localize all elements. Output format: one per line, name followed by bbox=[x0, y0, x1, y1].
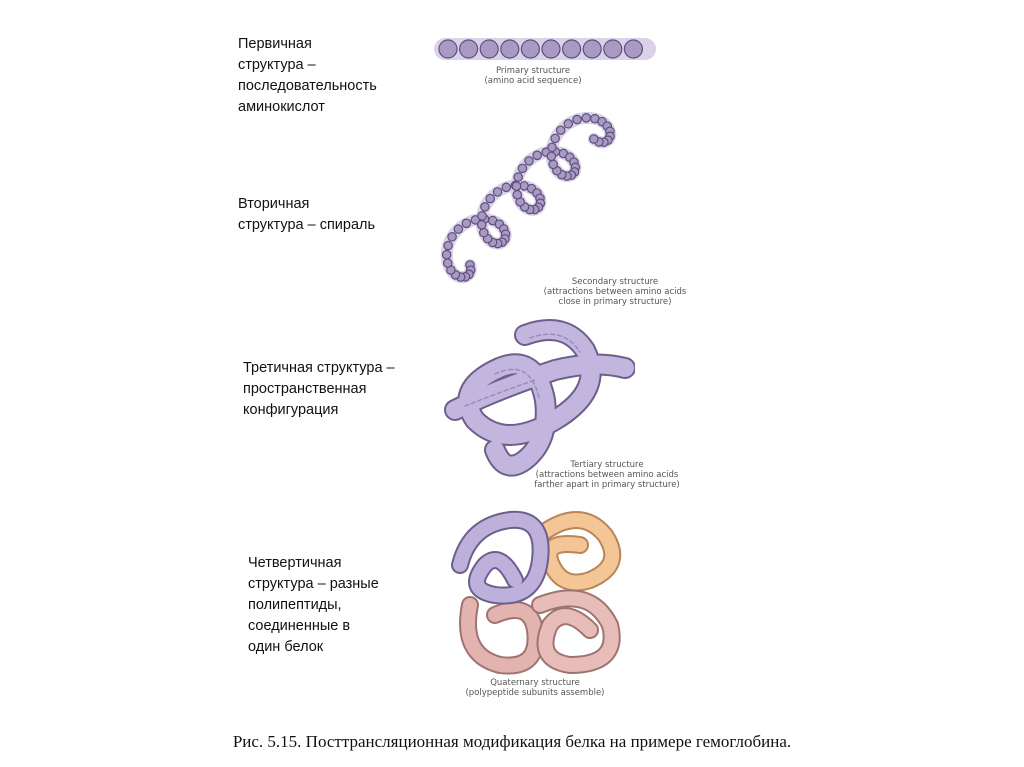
amino-acid-bead bbox=[462, 219, 470, 227]
amino-acid-bead bbox=[547, 152, 555, 160]
amino-acid-bead bbox=[501, 40, 519, 58]
amino-acid-bead bbox=[582, 114, 590, 122]
amino-acid-bead bbox=[518, 164, 526, 172]
secondary-structure-illustration bbox=[430, 100, 650, 295]
amino-acid-bead bbox=[514, 173, 522, 181]
amino-acid-bead bbox=[444, 241, 452, 249]
amino-acid-bead bbox=[604, 40, 622, 58]
amino-acid-bead bbox=[533, 151, 541, 159]
amino-acid-bead bbox=[480, 40, 498, 58]
primary-structure-label: Первичная структура – последовательность аминокислот bbox=[238, 36, 377, 115]
amino-acid-bead bbox=[557, 126, 565, 134]
amino-acid-bead bbox=[542, 40, 560, 58]
quaternary-structure-label: Четвертичная структура – разные полипептиды, соединенные в один белок bbox=[248, 555, 379, 655]
amino-acid-bead bbox=[478, 212, 486, 220]
amino-acid-bead bbox=[551, 134, 559, 142]
amino-acid-bead bbox=[513, 191, 521, 199]
amino-acid-bead bbox=[486, 194, 494, 202]
tertiary-structure-label: Третичная структура – пространственная конфигурация bbox=[243, 360, 395, 418]
amino-acid-bead bbox=[442, 250, 450, 258]
quaternary-structure-caption: Quaternary structure (polypeptide subunits assemble) bbox=[465, 678, 605, 698]
amino-acid-bead bbox=[624, 40, 642, 58]
secondary-structure-caption: Secondary structure (attractions between amino acids close in primary structure) bbox=[543, 277, 687, 307]
tertiary-structure-caption: Tertiary structure (attractions between amino acids farther apart in primary structure) bbox=[534, 460, 680, 490]
amino-acid-bead bbox=[439, 40, 457, 58]
primary-structure-illustration bbox=[430, 32, 660, 66]
amino-acid-bead bbox=[512, 182, 520, 190]
amino-acid-bead bbox=[564, 120, 572, 128]
amino-acid-bead bbox=[590, 135, 598, 143]
amino-acid-bead bbox=[525, 157, 533, 165]
amino-acid-bead bbox=[548, 143, 556, 151]
amino-acid-bead bbox=[480, 228, 488, 236]
amino-acid-bead bbox=[583, 40, 601, 58]
amino-acid-bead bbox=[448, 233, 456, 241]
amino-acid-bead bbox=[481, 203, 489, 211]
amino-acid-bead bbox=[573, 115, 581, 123]
figure-caption: Рис. 5.15. Посттрансляционная модификация белка на примере гемоглобина. bbox=[232, 732, 792, 751]
amino-acid-bead bbox=[460, 40, 478, 58]
amino-acid-bead bbox=[502, 183, 510, 191]
primary-structure-caption: Primary structure (amino acid sequence) bbox=[484, 66, 582, 86]
tertiary-structure-illustration bbox=[435, 310, 635, 485]
amino-acid-bead bbox=[549, 160, 557, 168]
amino-acid-bead bbox=[563, 40, 581, 58]
amino-acid-bead bbox=[454, 225, 462, 233]
amino-acid-bead bbox=[493, 188, 501, 196]
amino-acid-bead bbox=[521, 40, 539, 58]
amino-acid-bead bbox=[444, 259, 452, 267]
quaternary-structure-illustration bbox=[440, 505, 630, 680]
secondary-structure-label: Вторичная структура – спираль bbox=[238, 196, 376, 233]
amino-acid-bead bbox=[478, 221, 486, 229]
